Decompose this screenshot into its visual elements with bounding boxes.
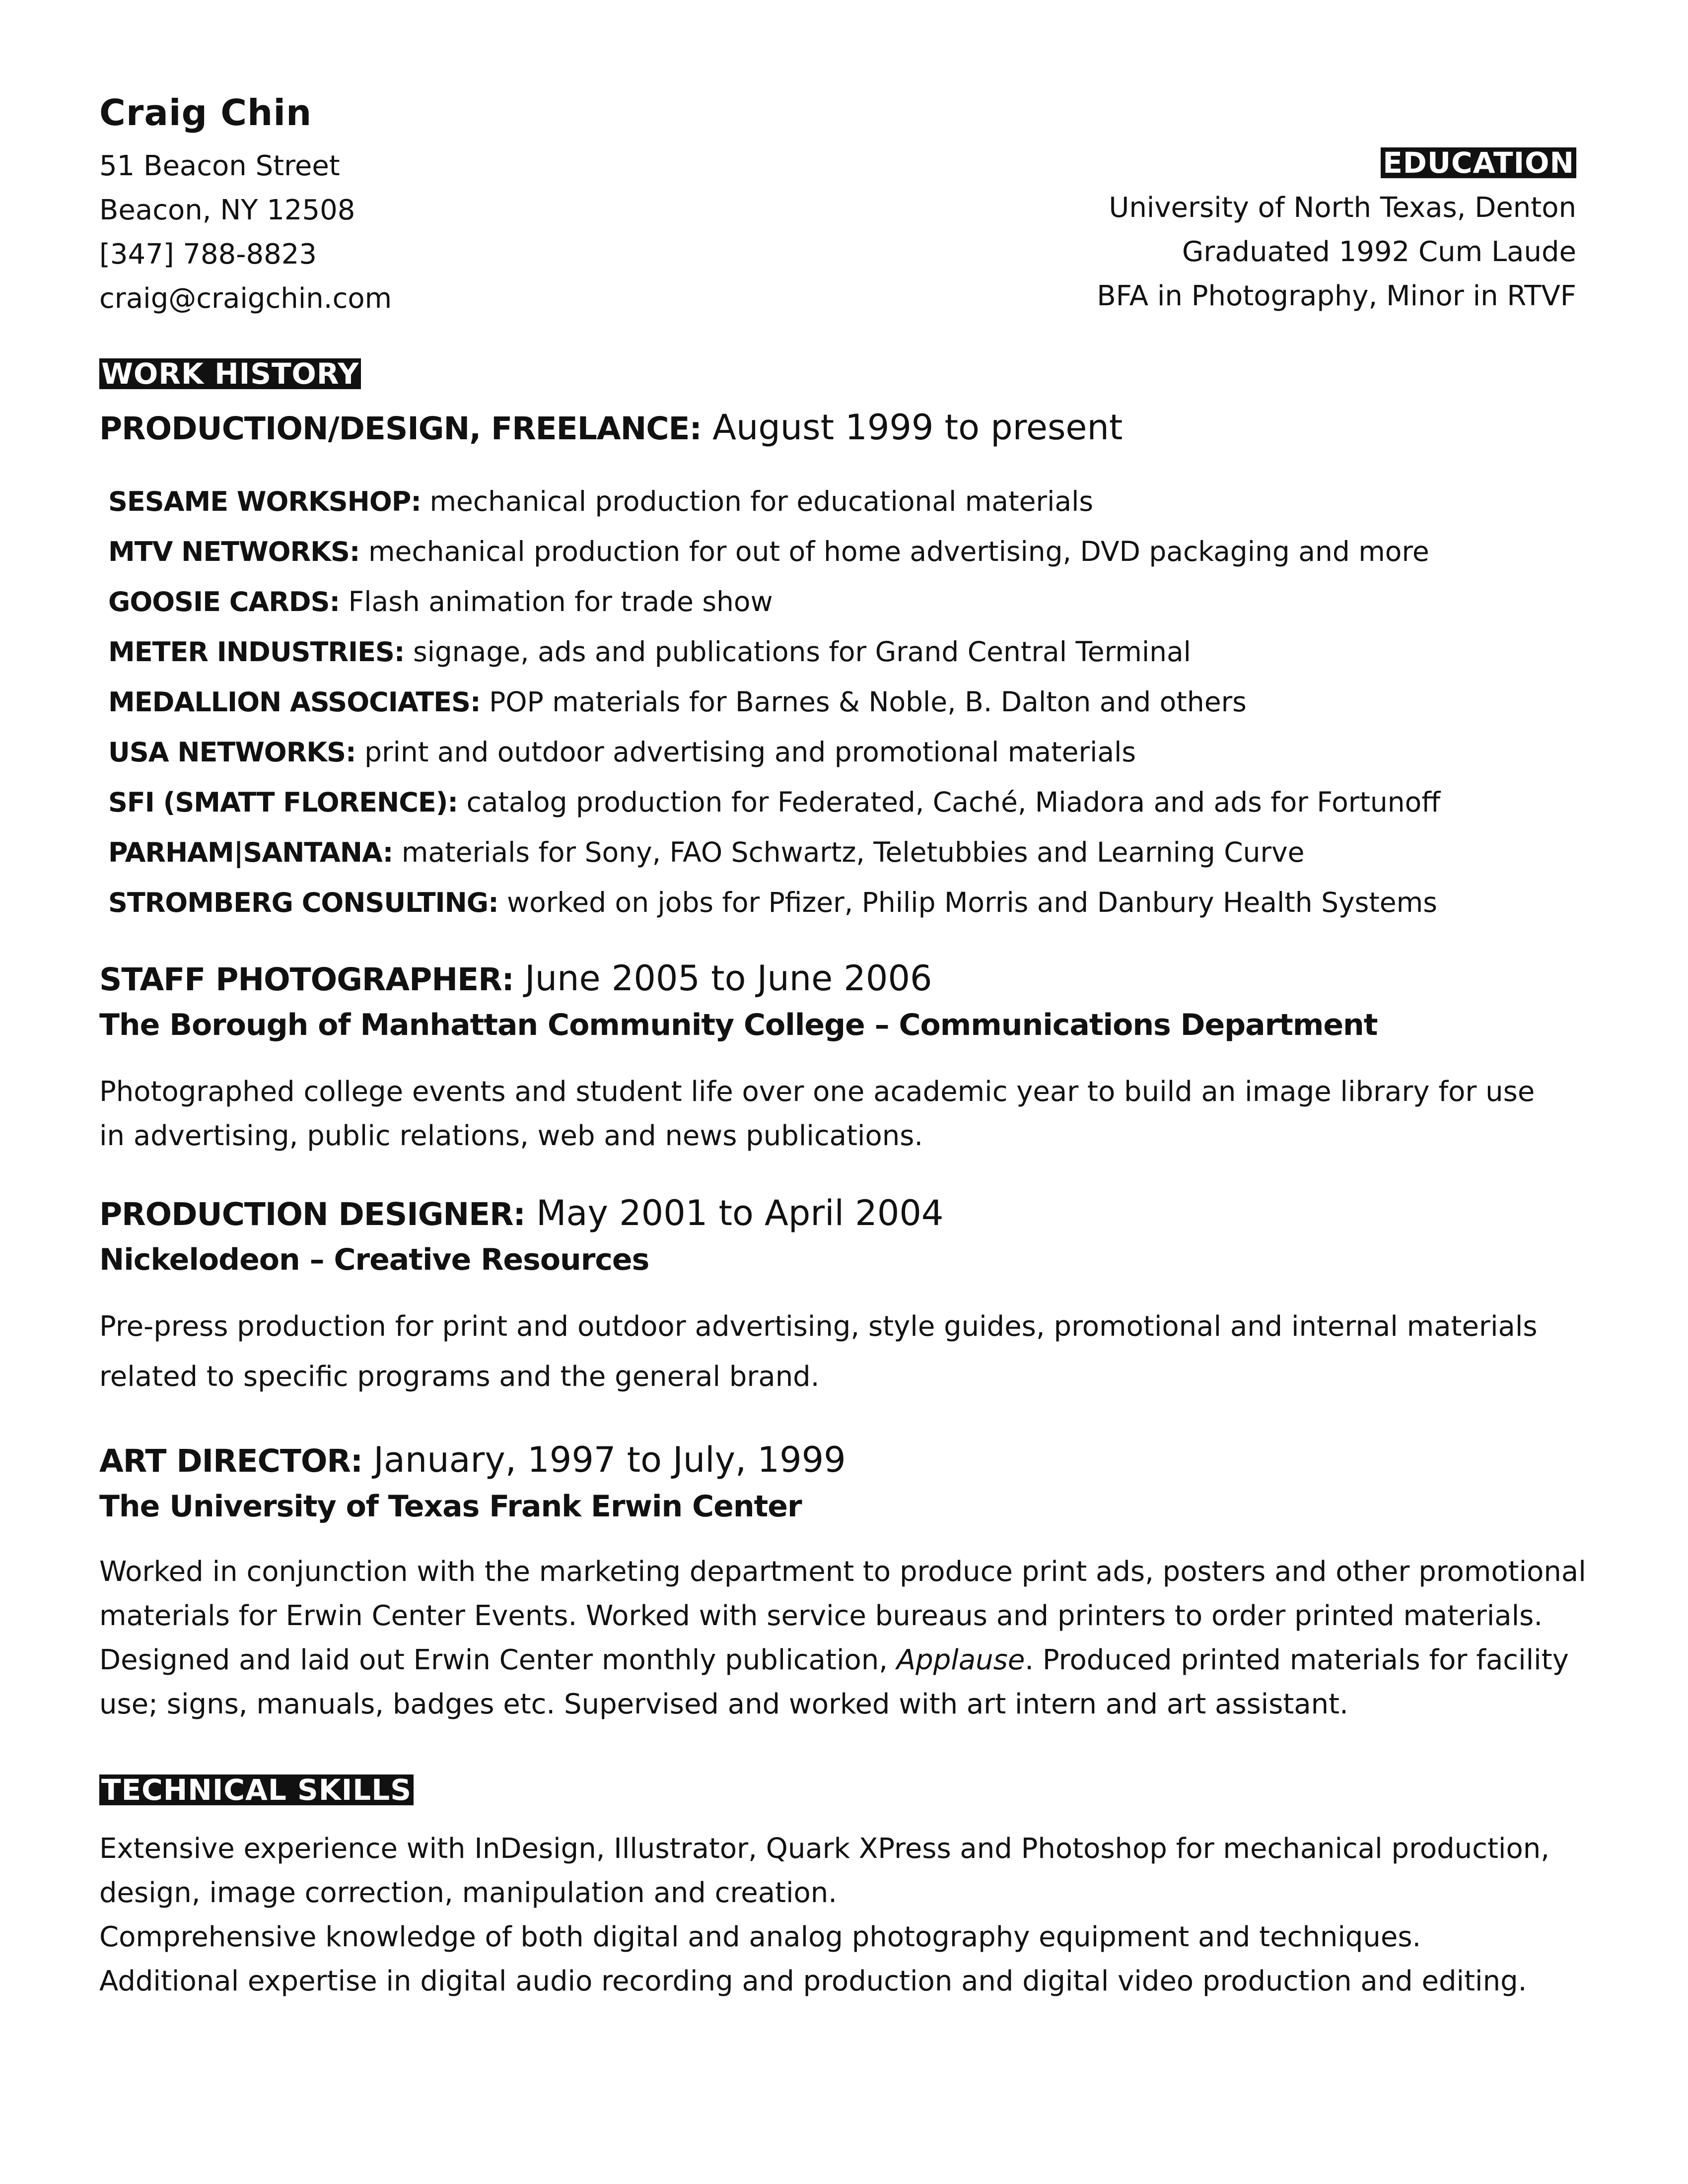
education-school: University of North Texas, Denton <box>1109 192 1576 224</box>
list-item <box>108 577 1440 627</box>
list-item <box>108 677 1440 727</box>
freelance-client-list <box>108 477 1440 928</box>
desc-line: use; signs, manuals, badges etc. Supervised and worked with art intern and art assistant. <box>99 1688 1348 1720</box>
address-line-1: 51 Beacon Street <box>99 150 340 182</box>
client-name: USA NETWORKS: <box>108 737 356 768</box>
staff-photographer-title: STAFF PHOTOGRAPHER: <box>99 961 514 998</box>
work-history-heading: WORK HISTORY <box>99 358 361 389</box>
skills-line: Comprehensive knowledge of both digital and analog photography equipment and techniques. <box>99 1921 1421 1953</box>
education-graduated: Graduated 1992 Cum Laude <box>1182 236 1576 268</box>
client-desc: materials for Sony, FAO Schwartz, Teletubbies and Learning Curve <box>401 836 1305 868</box>
client-desc: Flash animation for trade show <box>348 586 773 617</box>
client-desc: mechanical production for out of home advertising, DVD packaging and more <box>368 536 1429 567</box>
phone: [347] 788-8823 <box>99 238 317 271</box>
desc-text: . Produced printed materials for facility <box>1025 1644 1569 1676</box>
skills-line: Additional expertise in digital audio recording and production and digital video production and editing. <box>99 1965 1527 1997</box>
staff-photographer-org: The Borough of Manhattan Community College – Communications Department <box>99 1008 1378 1042</box>
staff-photographer-desc <box>99 1070 1599 1158</box>
art-director-org: The University of Texas Frank Erwin Center <box>99 1489 802 1524</box>
address-line-2: Beacon, NY 12508 <box>99 194 355 226</box>
production-designer-dates: May 2001 to April 2004 <box>536 1193 944 1233</box>
list-item <box>108 627 1440 677</box>
art-director-desc <box>99 1550 1599 1726</box>
publication-title: Applause <box>896 1644 1025 1676</box>
client-name: SFI (SMATT FLORENCE): <box>108 787 458 818</box>
client-name: METER INDUSTRIES: <box>108 636 405 668</box>
list-item <box>108 878 1440 928</box>
client-desc: POP materials for Barnes & Noble, B. Dalton and others <box>489 686 1247 718</box>
production-designer-title: PRODUCTION DESIGNER: <box>99 1196 525 1232</box>
client-desc: mechanical production for educational materials <box>429 485 1094 517</box>
client-name: SESAME WORKSHOP: <box>108 486 421 517</box>
desc-text: Designed and laid out Erwin Center monthly publication, <box>99 1644 897 1676</box>
freelance-title-line <box>99 407 1123 448</box>
desc-line: materials for Erwin Center Events. Worked with service bureaus and printers to order printed materials. <box>99 1600 1543 1632</box>
list-item <box>108 827 1440 878</box>
skills-line: design, image correction, manipulation and creation. <box>99 1877 838 1909</box>
client-name: MTV NETWORKS: <box>108 536 360 567</box>
staff-photographer-title-line <box>99 958 932 999</box>
desc-line: Photographed college events and student life over one academic year to build an image library for use <box>99 1076 1535 1108</box>
production-designer-desc <box>99 1304 1599 1399</box>
list-item <box>108 477 1440 527</box>
staff-photographer-dates: June 2005 to June 2006 <box>525 958 932 999</box>
technical-skills-text <box>99 1827 1599 2003</box>
resume-name: Craig Chin <box>99 92 312 134</box>
education-heading: EDUCATION <box>1381 147 1576 178</box>
freelance-dates: August 1999 to present <box>712 407 1123 448</box>
client-desc: catalog production for Federated, Caché, Miadora and ads for Fortunoff <box>466 786 1441 818</box>
client-name: MEDALLION ASSOCIATES: <box>108 686 481 718</box>
client-name: PARHAM|SANTANA: <box>108 837 393 868</box>
client-desc: signage, ads and publications for Grand Central Terminal <box>413 636 1191 668</box>
art-director-title-line <box>99 1439 846 1480</box>
list-item <box>108 527 1440 577</box>
email: craig@craigchin.com <box>99 282 392 315</box>
production-designer-title-line <box>99 1193 943 1233</box>
desc-line: Pre-press production for print and outdoor advertising, style guides, promotional and internal materials <box>99 1310 1538 1343</box>
education-degree: BFA in Photography, Minor in RTVF <box>1097 280 1576 312</box>
desc-line <box>99 1638 1599 1682</box>
client-desc: print and outdoor advertising and promotional materials <box>364 736 1136 768</box>
technical-skills-heading: TECHNICAL SKILLS <box>99 1774 414 1805</box>
client-name: STROMBERG CONSULTING: <box>108 887 498 918</box>
freelance-title: PRODUCTION/DESIGN, FREELANCE: <box>99 410 702 447</box>
skills-line: Extensive experience with InDesign, Illustrator, Quark XPress and Photoshop for mechanical production, <box>99 1833 1550 1865</box>
client-name: GOOSIE CARDS: <box>108 586 340 617</box>
production-designer-org: Nickelodeon – Creative Resources <box>99 1242 649 1277</box>
desc-line: Worked in conjunction with the marketing department to produce print ads, posters and other promotional <box>99 1556 1586 1588</box>
education-section <box>1097 141 1576 318</box>
list-item <box>108 777 1440 827</box>
contact-block <box>99 144 392 321</box>
art-director-title: ART DIRECTOR: <box>99 1443 363 1479</box>
list-item <box>108 727 1440 777</box>
desc-line: related to specific programs and the general brand. <box>99 1361 820 1393</box>
desc-line: in advertising, public relations, web and news publications. <box>99 1120 923 1152</box>
client-desc: worked on jobs for Pfizer, Philip Morris and Danbury Health Systems <box>507 887 1437 918</box>
art-director-dates: January, 1997 to July, 1999 <box>373 1439 846 1480</box>
